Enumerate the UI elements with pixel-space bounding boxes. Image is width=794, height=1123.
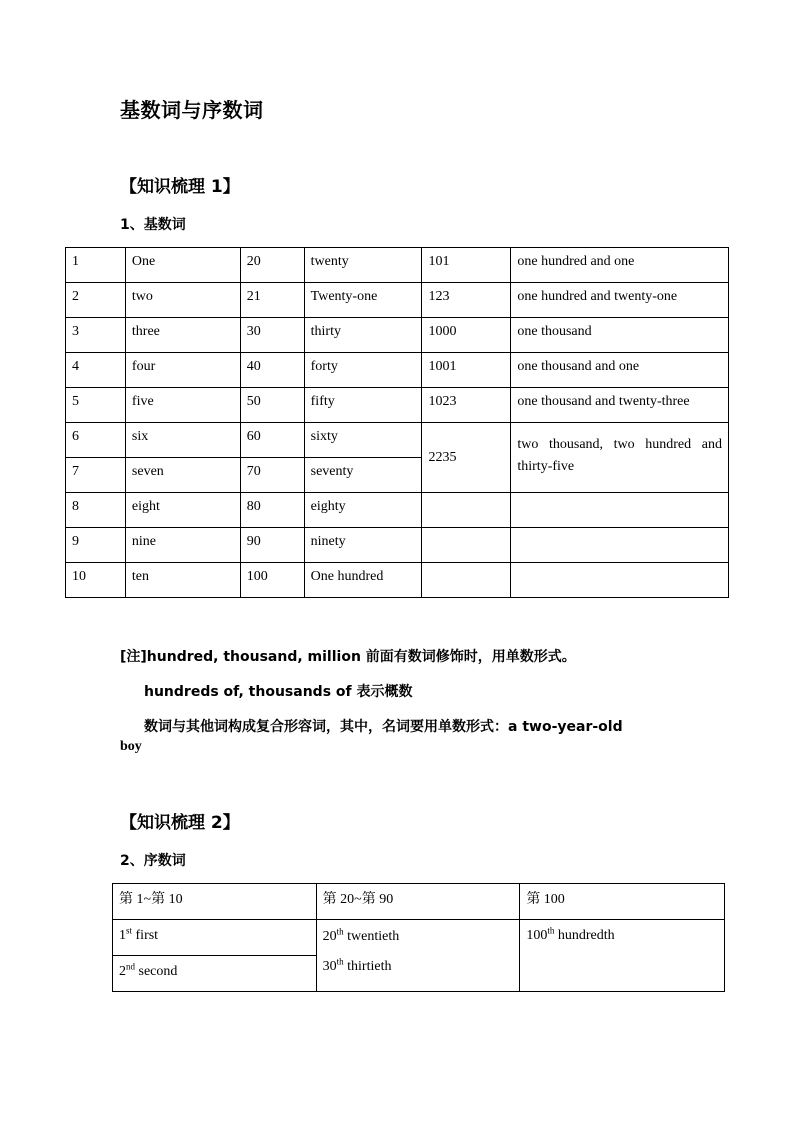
table-cell	[422, 528, 511, 563]
section1-heading: 【知识梳理 1】	[120, 177, 240, 197]
table-cell: 7	[66, 458, 126, 493]
table-cell: seven	[125, 458, 240, 493]
ordinal-second-cell: 2nd second	[113, 956, 317, 992]
table-row	[66, 318, 729, 353]
table-cell: Twenty-one	[304, 283, 422, 318]
table-cell: 21	[240, 283, 304, 318]
table-cell: one hundred and twenty-one	[511, 283, 729, 318]
table-row	[66, 493, 729, 528]
table-cell: 30	[240, 318, 304, 353]
table-cell: 101	[422, 248, 511, 283]
table-row	[66, 528, 729, 563]
table-row	[66, 388, 729, 423]
table-cell: 50	[240, 388, 304, 423]
table-cell: two	[125, 283, 240, 318]
table-cell: 80	[240, 493, 304, 528]
table-cell: five	[125, 388, 240, 423]
table-cell: 2	[66, 283, 126, 318]
table-cell: one thousand	[511, 318, 729, 353]
note-line-2: hundreds of, thousands of 表示概数	[144, 684, 413, 700]
header-cell-1-10: 第 1~第 10	[113, 884, 317, 920]
header-cell-20-90: 第 20~第 90	[316, 884, 520, 920]
table-cell	[511, 528, 729, 563]
table-cell: 9	[66, 528, 126, 563]
table-cell: sixty	[304, 423, 422, 458]
table-cell: 1000	[422, 318, 511, 353]
table-cell: 6	[66, 423, 126, 458]
table-cell: 123	[422, 283, 511, 318]
page-title: 基数词与序数词	[120, 98, 264, 122]
table-row	[66, 563, 729, 598]
table-cell: ten	[125, 563, 240, 598]
table-row	[66, 353, 729, 388]
table-row	[66, 248, 729, 283]
table-cell: three	[125, 318, 240, 353]
ordinal-hundredth-cell: 100th hundredth	[520, 920, 725, 992]
ordinal-first-cell: 1st first	[113, 920, 317, 956]
section2-subheading: 2、序数词	[120, 853, 186, 869]
ordinal-numbers-table	[112, 883, 725, 992]
table-cell: 20	[240, 248, 304, 283]
table-cell: 10	[66, 563, 126, 598]
section1-subheading: 1、基数词	[120, 217, 186, 233]
note-line-3: 数词与其他词构成复合形容词，其中，名词要用单数形式：a two-year-old	[144, 719, 623, 735]
table-cell: eight	[125, 493, 240, 528]
table-cell: one hundred and one	[511, 248, 729, 283]
merged-number-cell: 2235	[422, 423, 511, 493]
table-cell: four	[125, 353, 240, 388]
table-cell: 5	[66, 388, 126, 423]
table-cell: thirty	[304, 318, 422, 353]
table-cell: six	[125, 423, 240, 458]
table-cell: 100	[240, 563, 304, 598]
table-cell: twenty	[304, 248, 422, 283]
table-cell	[422, 493, 511, 528]
table-cell: one thousand and one	[511, 353, 729, 388]
table-cell: 70	[240, 458, 304, 493]
table-row	[66, 423, 729, 458]
table-cell: eighty	[304, 493, 422, 528]
table-cell: forty	[304, 353, 422, 388]
table-cell: 60	[240, 423, 304, 458]
table-cell	[511, 493, 729, 528]
cardinal-numbers-table	[65, 247, 729, 598]
table-cell: nine	[125, 528, 240, 563]
merged-words-cell: two thousand, two hundred and thirty-five	[511, 423, 729, 493]
table-cell: 90	[240, 528, 304, 563]
table-cell: 40	[240, 353, 304, 388]
table-cell: seventy	[304, 458, 422, 493]
section2-heading: 【知识梳理 2】	[120, 813, 240, 833]
table-cell: 1	[66, 248, 126, 283]
table-cell: 1001	[422, 353, 511, 388]
table-row	[66, 283, 729, 318]
table-cell: One hundred	[304, 563, 422, 598]
ordinal-tens-cell: 20th twentieth 30th thirtieth	[316, 920, 520, 992]
table-cell: 3	[66, 318, 126, 353]
header-cell-100: 第 100	[520, 884, 725, 920]
table-cell: ninety	[304, 528, 422, 563]
table-cell: 1023	[422, 388, 511, 423]
note-line-3-cont: boy	[120, 739, 142, 754]
table-cell: One	[125, 248, 240, 283]
table-cell: 8	[66, 493, 126, 528]
table-cell: 4	[66, 353, 126, 388]
note-line-1: [注]hundred, thousand, million 前面有数词修饰时，用单数形式。	[120, 649, 576, 665]
table-cell	[511, 563, 729, 598]
table-cell: fifty	[304, 388, 422, 423]
table-cell: one thousand and twenty-three	[511, 388, 729, 423]
table-cell	[422, 563, 511, 598]
